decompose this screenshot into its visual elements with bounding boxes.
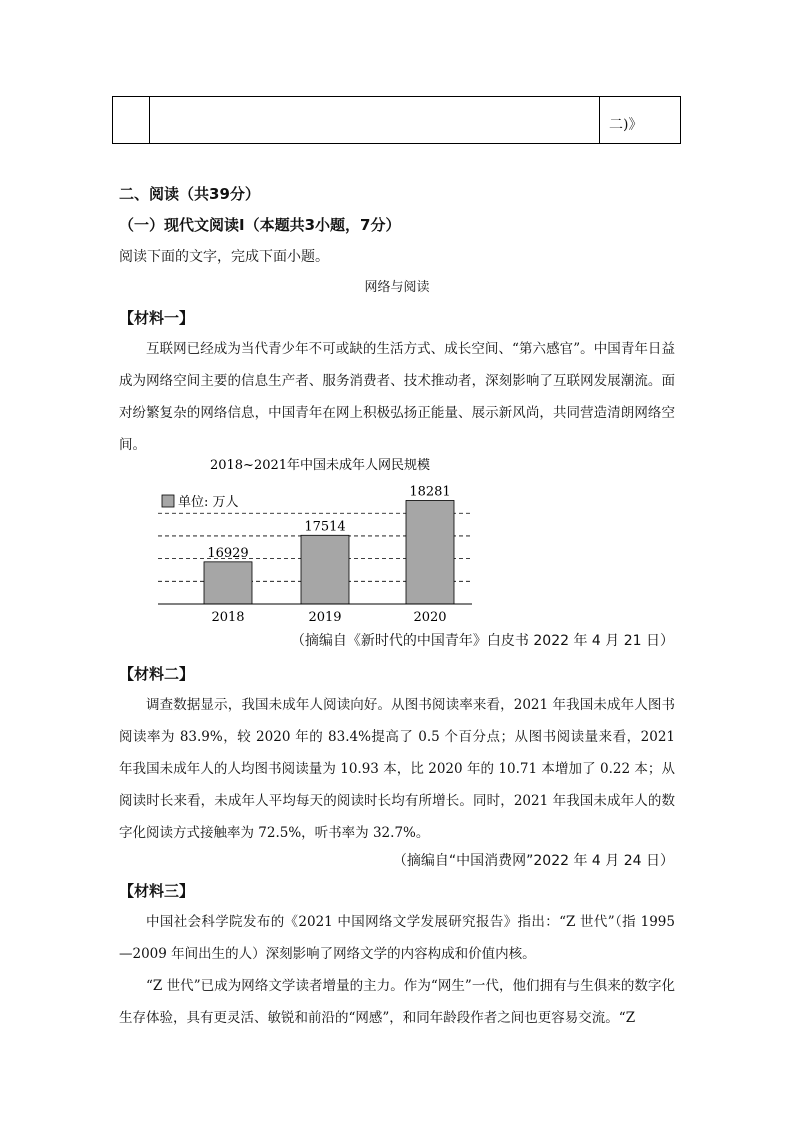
table-cell-text: 二)》: [609, 117, 643, 133]
material2-paragraph: [119, 689, 675, 849]
x-tick-label: 2019: [308, 610, 342, 625]
material1-label: 【材料一】: [119, 309, 195, 327]
material3-label: 【材料三】: [119, 882, 195, 900]
bar-2019: [301, 535, 349, 604]
header-table: [112, 96, 681, 144]
table-cell-divider: [149, 97, 150, 143]
chart-title: 2018~2021年中国未成年人网民规模: [209, 458, 431, 473]
bar-value-label: 18281: [409, 484, 451, 500]
legend-swatch: [162, 495, 174, 507]
legend-label: 单位: 万人: [178, 495, 239, 510]
material3-text-2: “Z 世代”已成为网络文学读者增量的主力。作为“网生”一代，他们拥有与生俱来的数字化生存体验，具有更灵活、敏锐和前沿的“网感”，和同年龄段作者之间也更容易交流。“Z: [119, 978, 675, 1026]
bar-2018: [204, 562, 252, 604]
bar-2020: [406, 500, 454, 604]
section-title: 二、阅读（共39分）: [119, 185, 260, 203]
material1-text: 互联网已经成为当代青少年不可或缺的生活方式、成长空间、“第六感官”。中国青年日益成为网络空间主要的信息生产者、服务消费者、技术推动者，深刻影响了互联网发展潮流。面对纷繁复杂的网络信息，中国青年在网上积极弘扬正能量、展示新风尚，共同营造清朗网络空间。: [119, 341, 675, 453]
material2-text: 调查数据显示，我国未成年人阅读向好。从图书阅读率来看，2021 年我国未成年人图书阅读率为 83.9%，较 2020 年的 83.4%提高了 0.5 个百分点；从图书阅读量来看，2021 年我国未成年人的人均图书阅读量为 10.93 本，比 2020 年的 10.71 本增加了 0.22 本；从阅读时长来看，未成年人平均每天的阅读时长均有所增长。同时，2021 年我国未成年人的数字化阅读方式接触率为 72.5%，听书率为 32.7%。: [119, 697, 675, 841]
bar-value-label: 16929: [207, 545, 249, 561]
table-cell-divider: [599, 97, 600, 143]
material3-text-1: 中国社会科学院发布的《2021 中国网络文学发展研究报告》指出：“Z 世代”（指 1995—2009 年间出生的人）深刻影响了网络文学的内容构成和价值内核。: [119, 914, 675, 962]
material1-source: （摘编自《新时代的中国青年》白皮书 2022 年 4 月 21 日）: [290, 633, 674, 649]
material3-paragraphs: [119, 906, 675, 1034]
bar-value-label: 17514: [304, 519, 346, 535]
material2-label: 【材料二】: [119, 665, 195, 683]
article-title: 网络与阅读: [364, 280, 430, 295]
instruction-text: 阅读下面的文字，完成下面小题。: [119, 249, 329, 265]
bar-chart: [150, 452, 490, 630]
x-tick-label: 2020: [413, 610, 447, 625]
material1-paragraph: [119, 333, 675, 461]
material2-source: （摘编自“中国消费网”2022 年 4 月 24 日）: [392, 853, 674, 869]
x-tick-label: 2018: [211, 610, 245, 625]
subsection-title: （一）现代文阅读Ⅰ（本题共3小题，7分）: [119, 216, 401, 234]
